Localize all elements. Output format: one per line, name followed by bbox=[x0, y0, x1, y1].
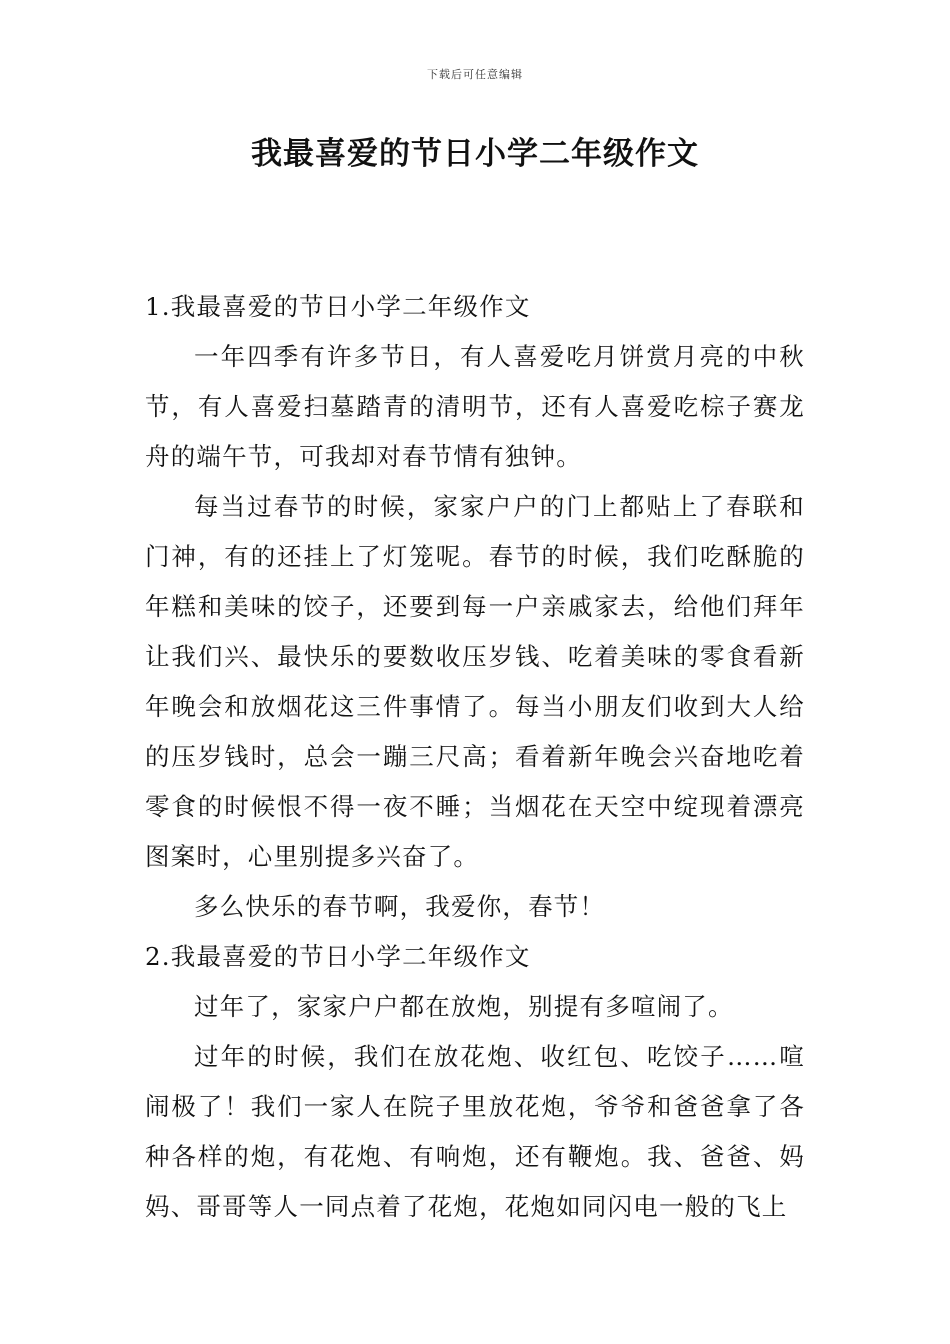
paragraph: 每当过春节的时候，家家户户的门上都贴上了春联和门神，有的还挂上了灯笼呢。春节的时候，我们吃酥脆的年糕和美味的饺子，还要到每一户亲戚家去，给他们拜年让我们兴、最快乐的要数收压岁钱、吃着美味的零食看新年晚会和放烟花这三件事情了。每当小朋友们收到大人给的压岁钱时，总会一蹦三尺高；看着新年晚会兴奋地吃着零食的时候恨不得一夜不睡；当烟花在天空中绽现着漂亮图案时，心里别提多兴奋了。 bbox=[145, 492, 805, 871]
paragraph: 多么快乐的春节啊，我爱你，春节！ bbox=[194, 892, 606, 921]
paragraph: 一年四季有许多节日，有人喜爱吃月饼赏月亮的中秋节，有人喜爱扫墓踏青的清明节，还有人喜爱吃棕子赛龙舟的端午节，可我却对春节情有独钟。 bbox=[145, 342, 805, 471]
section-heading-2: 2.我最喜爱的节日小学二年级作文 bbox=[145, 942, 531, 971]
header-note: 下载后可任意编辑 bbox=[427, 68, 523, 81]
page-title: 我最喜爱的节日小学二年级作文 bbox=[251, 136, 699, 172]
paragraph: 过年了，家家户户都在放炮，别提有多喧闹了。 bbox=[194, 992, 734, 1021]
document-body bbox=[145, 282, 805, 1232]
section-heading-1: 1.我最喜爱的节日小学二年级作文 bbox=[145, 292, 531, 321]
paragraph: 过年的时候，我们在放花炮、收红包、吃饺子……喧闹极了！我们一家人在院子里放花炮，爷爷和爸爸拿了各种各样的炮，有花炮、有响炮，还有鞭炮。我、爸爸、妈妈、哥哥等人一同点着了花炮，花炮如同闪电一般的飞上 bbox=[145, 1042, 805, 1221]
